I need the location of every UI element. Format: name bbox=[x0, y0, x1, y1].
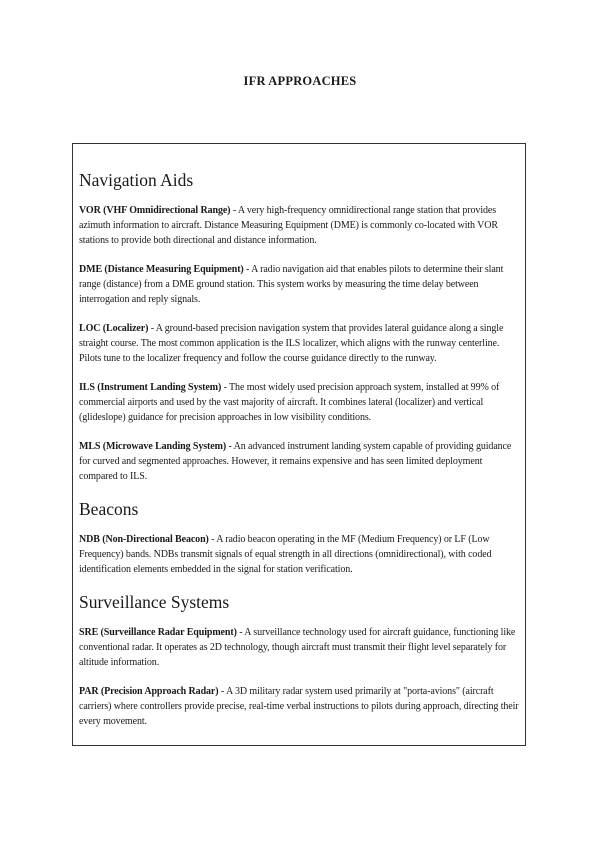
entry-sre bbox=[79, 625, 519, 670]
entry-vor bbox=[79, 203, 519, 248]
page-title: IFR APPROACHES bbox=[243, 74, 357, 88]
entry-term: LOC (Localizer) bbox=[79, 323, 149, 334]
section-heading: Beacons bbox=[79, 499, 139, 519]
entry-description: - A 3D military radar system used primarily at "porta-avions" (aircraft carriers) where controllers provide precise, real-time verbal instructions to pilots during approach, directing their every movement. bbox=[79, 686, 519, 727]
entry-ndb bbox=[79, 532, 519, 577]
entry-description: - The most widely used precision approach system, installed at 99% of commercial airports and used by the vast majority of aircraft. It combines lateral (localizer) and vertical (glideslope) guidance for precision approaches in low visibility conditions. bbox=[79, 382, 500, 423]
entry-term: DME (Distance Measuring Equipment) bbox=[79, 264, 244, 275]
section-heading: Navigation Aids bbox=[79, 170, 194, 190]
entry-loc bbox=[79, 321, 519, 366]
entry-description: - A very high-frequency omnidirectional range station that provides azimuth information to aircraft. Distance Measuring Equipment (DME) is commonly co-located with VOR stations to provide both directional and distance information. bbox=[79, 205, 498, 246]
section-navigation-aids bbox=[79, 170, 519, 484]
section-surveillance-systems bbox=[79, 592, 519, 729]
entry-ils bbox=[79, 380, 519, 425]
entry-description: - A surveillance technology used for aircraft guidance, functioning like conventional radar. It operates as 2D technology, though aircraft must transmit their flight level separately for altitude information. bbox=[79, 627, 516, 668]
entry-term: NDB (Non-Directional Beacon) bbox=[79, 534, 209, 545]
entry-mls bbox=[79, 439, 519, 484]
entry-term: PAR (Precision Approach Radar) bbox=[79, 686, 219, 697]
entry-description: - A radio beacon operating in the MF (Medium Frequency) or LF (Low Frequency) bands. NDBs transmit signals of equal strength in all directions (omnidirectional), with coded identification elements embedded in the signal for station verification. bbox=[79, 534, 492, 575]
entry-description: - An advanced instrument landing system capable of providing guidance for curved and segmented approaches. However, it remains expensive and has seen limited deployment compared to ILS. bbox=[79, 441, 512, 482]
section-beacons bbox=[79, 499, 519, 577]
entry-dme bbox=[79, 262, 519, 307]
content-box bbox=[72, 143, 526, 746]
entry-term: VOR (VHF Omnidirectional Range) bbox=[79, 205, 231, 216]
entry-term: SRE (Surveillance Radar Equipment) bbox=[79, 627, 237, 638]
entry-par bbox=[79, 684, 519, 729]
entry-description: - A ground-based precision navigation system that provides lateral guidance along a single straight course. The most common application is the ILS localizer, which aligns with the runway centerline. Pilots tune to the localizer frequency and follow the course guidance directly to the runway. bbox=[79, 323, 504, 364]
entry-description: - A radio navigation aid that enables pilots to determine their slant range (distance) from a DME ground station. This system works by measuring the time delay between interrogation and reply signals. bbox=[79, 264, 504, 305]
entry-term: ILS (Instrument Landing System) bbox=[79, 382, 222, 393]
section-heading: Surveillance Systems bbox=[79, 592, 230, 612]
entry-term: MLS (Microwave Landing System) bbox=[79, 441, 227, 452]
